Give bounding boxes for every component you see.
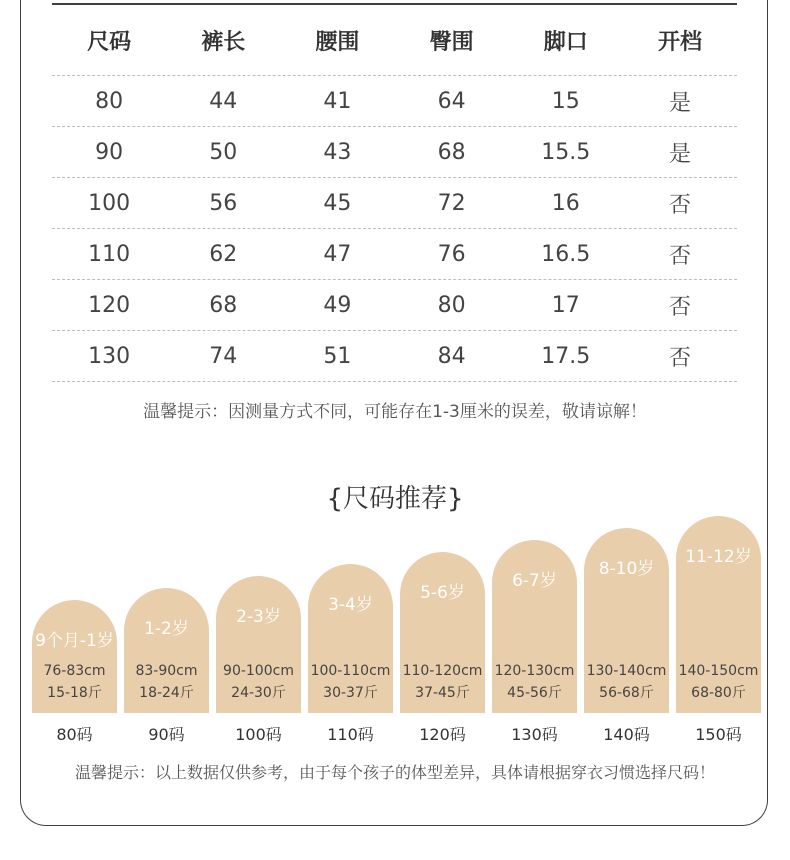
table-cell: 84 [437, 343, 466, 369]
card-size-label: 150码 [695, 725, 742, 744]
card-height: 130-140cm [586, 663, 667, 679]
card-weight: 24-30斤 [231, 685, 286, 701]
size-card [124, 588, 209, 744]
table-cell: 76 [437, 241, 466, 267]
table-cell: 74 [209, 343, 238, 369]
card-age: 9个月-1岁 [35, 631, 114, 651]
header-open-crotch: 开档 [657, 29, 702, 55]
table-cell: 17.5 [541, 343, 591, 369]
table-cell: 15 [551, 88, 580, 114]
card-size-label: 140码 [603, 725, 650, 744]
table-cell: 否 [668, 192, 691, 218]
card-size-label: 90码 [148, 725, 185, 744]
card-height: 140-150cm [678, 663, 759, 679]
card-size-label: 100码 [235, 725, 282, 744]
size-card [308, 564, 393, 744]
card-height: 90-100cm [223, 663, 294, 679]
table-cell: 47 [323, 241, 352, 267]
table-cell: 15.5 [541, 139, 591, 165]
table-cell: 16.5 [541, 241, 591, 267]
card-weight: 18-24斤 [139, 685, 194, 701]
card-height: 76-83cm [43, 663, 106, 679]
table-cell: 130 [88, 343, 131, 369]
table-cell: 44 [209, 88, 238, 114]
header-hip: 臀围 [429, 29, 474, 55]
size-card [32, 600, 117, 744]
header-leg-opening: 脚口 [543, 29, 588, 55]
header-pant-length: 裤长 [201, 29, 246, 55]
card-age: 1-2岁 [144, 619, 189, 639]
table-cell: 否 [668, 294, 691, 320]
card-weight: 37-45斤 [415, 685, 470, 701]
size-recommend-cards [32, 0, 762, 860]
table-cell: 16 [551, 190, 580, 216]
card-age: 5-6岁 [420, 583, 465, 603]
reference-note: 温馨提示：以上数据仅供参考，由于每个孩子的体型差异，具体请根据穿衣习惯选择尺码！ [74, 763, 715, 782]
card-height: 83-90cm [135, 663, 198, 679]
card-age: 8-10岁 [598, 559, 655, 579]
size-card [492, 540, 577, 744]
card-height: 100-110cm [310, 663, 391, 679]
size-card [216, 576, 301, 744]
table-cell: 56 [209, 190, 238, 216]
card-size-label: 80码 [56, 725, 93, 744]
header-waist: 腰围 [315, 29, 360, 55]
card-height: 110-120cm [402, 663, 483, 679]
table-cell: 否 [668, 345, 691, 371]
card-size-label: 120码 [419, 725, 466, 744]
table-cell: 是 [668, 141, 691, 167]
table-cell: 80 [95, 88, 124, 114]
table-cell: 72 [437, 190, 466, 216]
table-cell: 是 [668, 90, 691, 116]
table-cell: 45 [323, 190, 352, 216]
table-cell: 62 [209, 241, 238, 267]
recommend-title: {尺码推荐} [326, 484, 464, 514]
card-age: 2-3岁 [236, 607, 281, 627]
table-cell: 110 [88, 241, 131, 267]
card-height: 120-130cm [494, 663, 575, 679]
table-cell: 80 [437, 292, 466, 318]
table-cell: 90 [95, 139, 124, 165]
header-size: 尺码 [87, 29, 132, 55]
measurement-note: 温馨提示：因测量方式不同，可能存在1-3厘米的误差，敬请谅解！ [143, 402, 647, 422]
card-weight: 30-37斤 [323, 685, 378, 701]
table-cell: 68 [209, 292, 238, 318]
table-cell: 100 [88, 190, 131, 216]
table-cell: 41 [323, 88, 352, 114]
table-cell: 50 [209, 139, 238, 165]
card-age: 6-7岁 [512, 571, 557, 591]
card-size-label: 130码 [511, 725, 558, 744]
size-card [400, 552, 485, 744]
table-cell: 64 [437, 88, 466, 114]
card-weight: 15-18斤 [47, 685, 102, 701]
card-weight: 45-56斤 [507, 685, 562, 701]
size-card [584, 528, 669, 744]
card-age: 3-4岁 [328, 595, 373, 615]
card-weight: 68-80斤 [691, 685, 746, 701]
size-card [676, 516, 761, 744]
table-cell: 49 [323, 292, 352, 318]
table-cell: 51 [323, 343, 352, 369]
table-cell: 120 [88, 292, 131, 318]
table-cell: 68 [437, 139, 466, 165]
table-cell: 17 [551, 292, 580, 318]
card-size-label: 110码 [327, 725, 374, 744]
card-age: 11-12岁 [685, 547, 752, 567]
table-cell: 43 [323, 139, 352, 165]
card-weight: 56-68斤 [599, 685, 654, 701]
table-cell: 否 [668, 243, 691, 269]
